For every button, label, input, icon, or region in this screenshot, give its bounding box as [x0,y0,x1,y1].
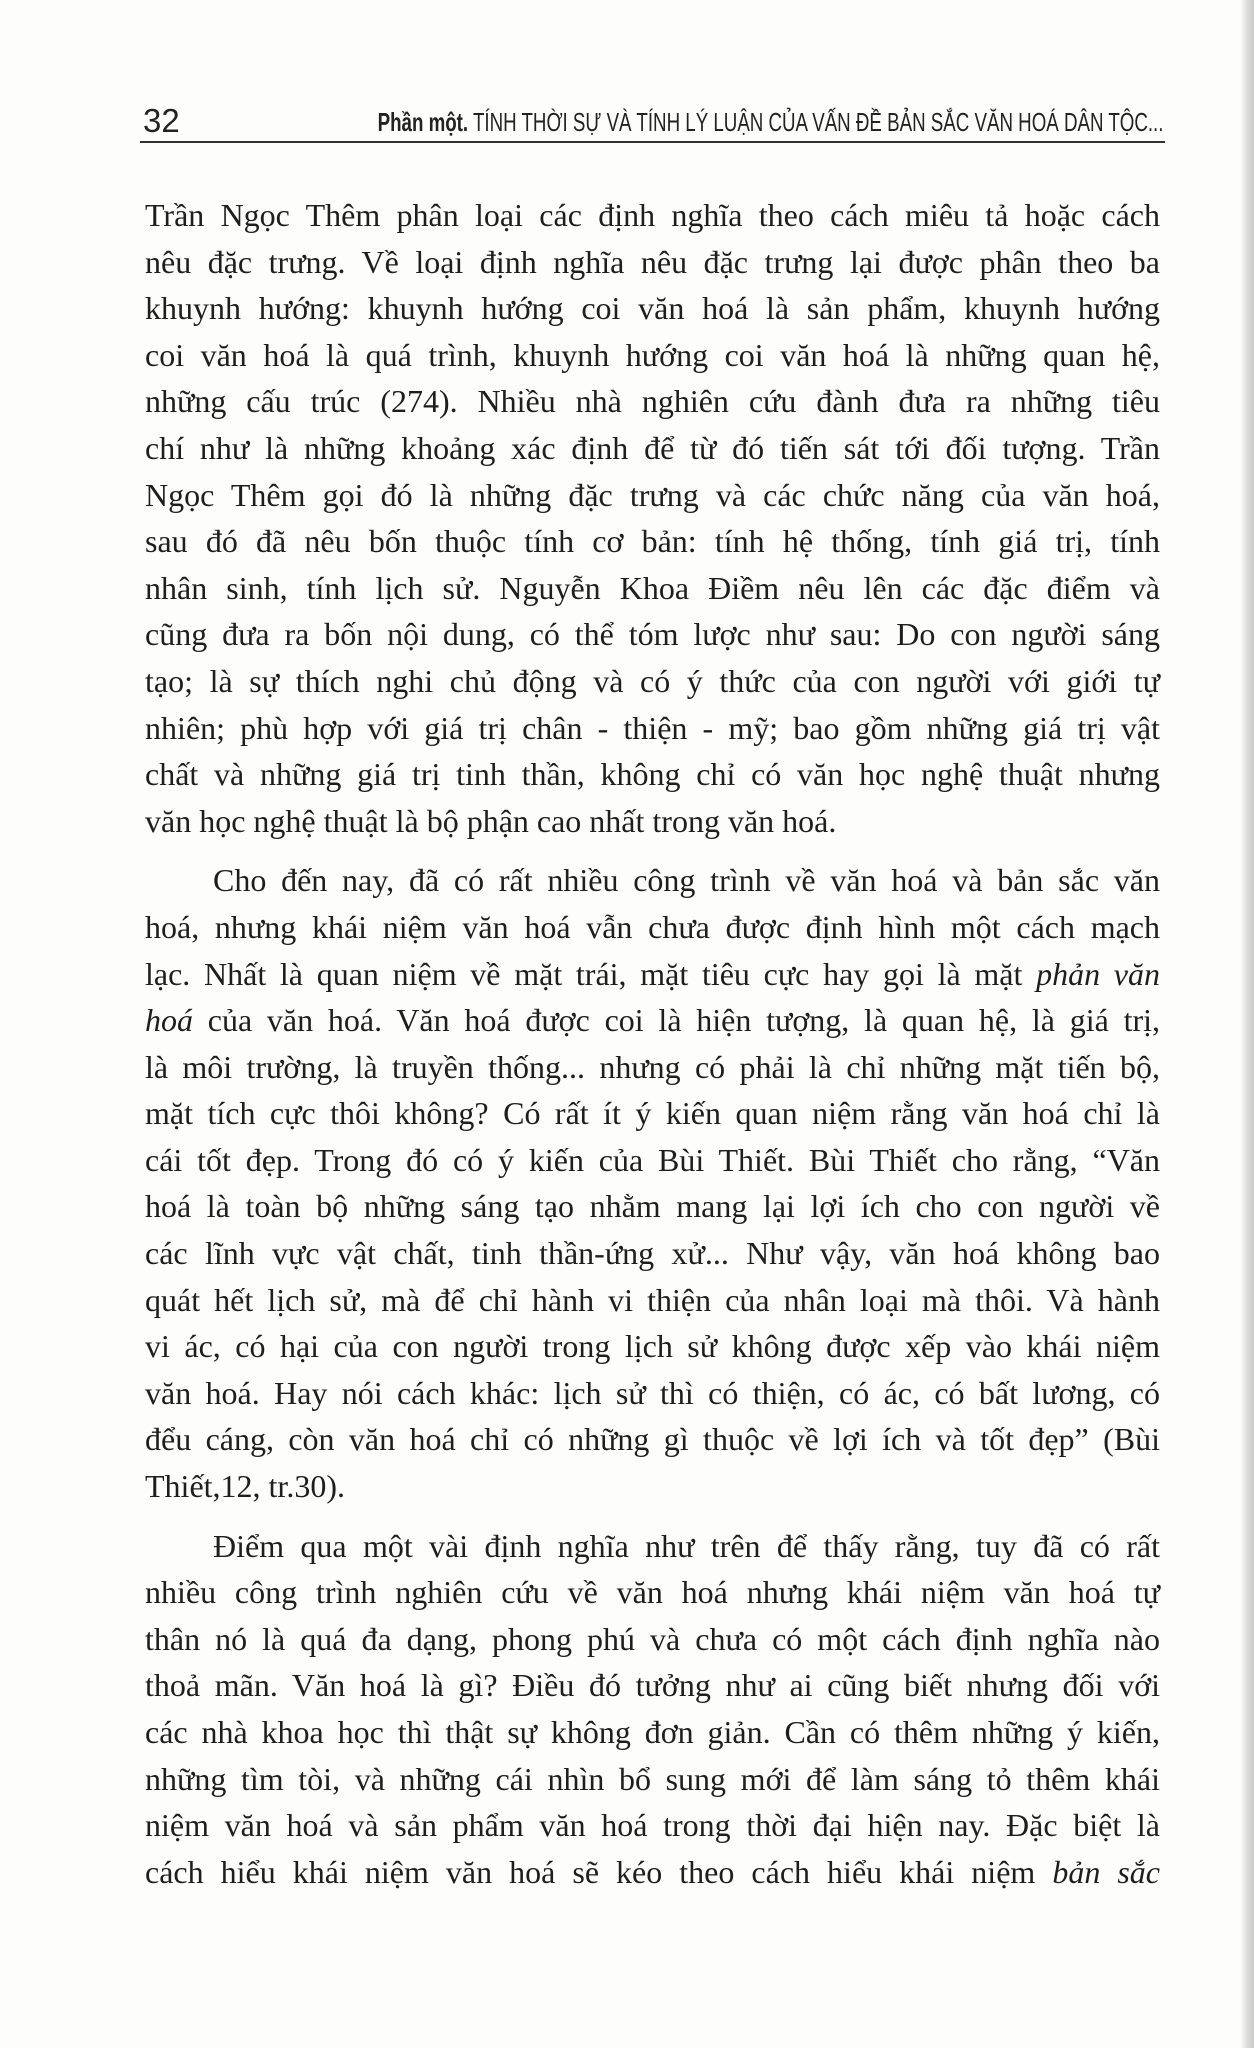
text-line [145,378,1160,425]
line-text: hoá, nhưng khái niệm văn hoá vẫn chưa được định hình một cách mạch [145,908,1160,945]
text-line [145,1323,1160,1370]
line-text: Trần Ngọc Thêm phân loại các định nghĩa theo cách miêu tả hoặc cách [145,197,1160,233]
text-line [145,1662,1160,1709]
text-line [145,1849,1160,1896]
line-text: là môi trường, là truyền thống... nhưng có phải là chỉ những mặt tiến bộ, [145,1048,1160,1085]
chapter-title: TÍNH THỜI SỰ VÀ TÍNH LÝ LUẬN CỦA VẤN ĐỀ BẢN SẮC VĂN HOÁ DÂN TỘC... [467,107,1163,137]
italic-text: hoá [145,1002,193,1039]
line-text: quát hết lịch sử, mà để chỉ hành vi thiện của nhân loại mà thôi. Và hành [145,1281,1160,1318]
line-text: hoá là toàn bộ những sáng tạo nhằm mang lại lợi ích cho con người về [145,1188,1160,1225]
line-text: cái tốt đẹp. Trong đó có ý kiến của Bùi Thiết. Bùi Thiết cho rằng, “Văn [145,1141,1160,1178]
text-line [145,1523,1160,1570]
line-text: thoả mãn. Văn hoá là gì? Điều đó tưởng như ai cũng biết nhưng đối với [145,1667,1160,1704]
text-line [145,705,1160,752]
text-line [145,1183,1160,1230]
paragraph [145,857,1160,1509]
line-text: những cấu trúc (274). Nhiều nhà nghiên cứu đành đưa ra những tiêu [145,383,1160,420]
text-line [145,1463,1160,1510]
text-line [145,611,1160,658]
text-line [145,285,1160,332]
paragraph [145,1523,1160,1896]
line-text: chí như là những khoảng xác định để từ đó tiến sát tới đối tượng. Trần [145,429,1160,466]
scan-shadow-edge [1240,0,1254,2048]
text-line [145,1230,1160,1277]
line-text: nhiều công trình nghiên cứu về văn hoá nhưng khái niệm văn hoá tự [145,1574,1160,1611]
line-text: Thiết,12, tr.30). [145,1468,345,1505]
italic-text: bản sắc [1052,1853,1161,1890]
header-rule [140,141,1165,143]
text-line [145,1044,1160,1091]
line-text: nêu đặc trưng. Về loại định nghĩa nêu đặc trưng lại được phân theo ba [145,243,1160,280]
text-line [145,1137,1160,1184]
text-line [145,1370,1160,1417]
line-text: mặt tích cực thôi không? Có rất ít ý kiến quan niệm rằng văn hoá chỉ là [145,1095,1160,1132]
text-line [145,1616,1160,1663]
line-text: tạo; là sự thích nghi chủ động và có ý thức của con người với giới tự [145,662,1160,699]
text-line [145,751,1160,798]
line-text: vi ác, có hại của con người trong lịch sử không được xếp vào khái niệm [145,1328,1160,1365]
text-line [145,951,1160,998]
text-line [145,518,1160,565]
line-text: nhiên; phù hợp với giá trị chân - thiện - mỹ; bao gồm những giá trị vật [145,709,1160,746]
line-text: văn học nghệ thuật là bộ phận cao nhất trong văn hoá. [145,802,837,839]
text-line [145,1709,1160,1756]
line-text: cũng đưa ra bốn nội dung, có thể tóm lược như sau: Do con người sáng [145,616,1160,653]
text-line [145,425,1160,472]
text-line [145,1802,1160,1849]
line-text: các nhà khoa học thì thật sự không đơn giản. Cần có thêm những ý kiến, [145,1714,1160,1750]
line-text: các lĩnh vực vật chất, tinh thần-ứng xử... Như vậy, văn hoá không bao [145,1235,1160,1272]
line-text: lạc. Nhất là quan niệm về mặt trái, mặt tiêu cực hay gọi là mặt [145,955,1037,992]
line-text: Ngọc Thêm gọi đó là những đặc trưng và các chức năng của văn hoá, [145,476,1160,513]
text-line [145,239,1160,286]
line-text: những tìm tòi, và những cái nhìn bổ sung mới để làm sáng tỏ thêm khái [145,1760,1160,1797]
line-text: thân nó là quá đa dạng, phong phú và chưa có một cách định nghĩa nào [145,1620,1160,1657]
text-line [145,997,1160,1044]
line-text: niệm văn hoá và sản phẩm văn hoá trong thời đại hiện nay. Đặc biệt là [145,1807,1160,1844]
text-line [145,332,1160,379]
text-line [145,1277,1160,1324]
text-line [145,472,1160,519]
line-text: sau đó đã nêu bốn thuộc tính cơ bản: tính hệ thống, tính giá trị, tính [145,523,1160,560]
part-label: Phần một. [377,107,468,137]
line-text: văn hoá. Hay nói cách khác: lịch sử thì có thiện, có ác, có bất lương, có [145,1374,1160,1411]
body-text [145,192,1160,1908]
text-line [145,1756,1160,1803]
line-text: nhân sinh, tính lịch sử. Nguyễn Khoa Điềm nêu lên các đặc điểm và [145,569,1160,606]
line-text: Cho đến nay, đã có rất nhiều công trình về văn hoá và bản sắc văn [213,862,1160,899]
page-number: 32 [143,102,180,139]
line-text: chất và những giá trị tinh thần, không chỉ có văn học nghệ thuật nhưng [145,756,1160,793]
line-text: cách hiểu khái niệm văn hoá sẽ kéo theo cách hiểu khái niệm [145,1853,1053,1890]
text-line [145,1416,1160,1463]
text-line [145,658,1160,705]
text-line [145,192,1160,239]
running-title [377,107,1163,138]
text-line [145,1090,1160,1137]
running-header [143,98,1163,142]
text-line [145,798,1160,845]
text-line [145,565,1160,612]
line-text: Điểm qua một vài định nghĩa như trên để thấy rằng, tuy đã có rất [213,1527,1160,1564]
paragraph [145,192,1160,844]
italic-text: phản văn [1036,955,1161,992]
line-text: của văn hoá. Văn hoá được coi là hiện tượng, là quan hệ, là giá trị, [193,1002,1160,1039]
line-text: đểu cáng, còn văn hoá chỉ có những gì thuộc về lợi ích và tốt đẹp” (Bùi [145,1421,1160,1458]
text-line [145,904,1160,951]
line-text: khuynh hướng: khuynh hướng coi văn hoá là sản phẩm, khuynh hướng [145,290,1160,327]
line-text: coi văn hoá là quá trình, khuynh hướng coi văn hoá là những quan hệ, [145,336,1160,373]
text-line [145,857,1160,904]
text-line [145,1569,1160,1616]
